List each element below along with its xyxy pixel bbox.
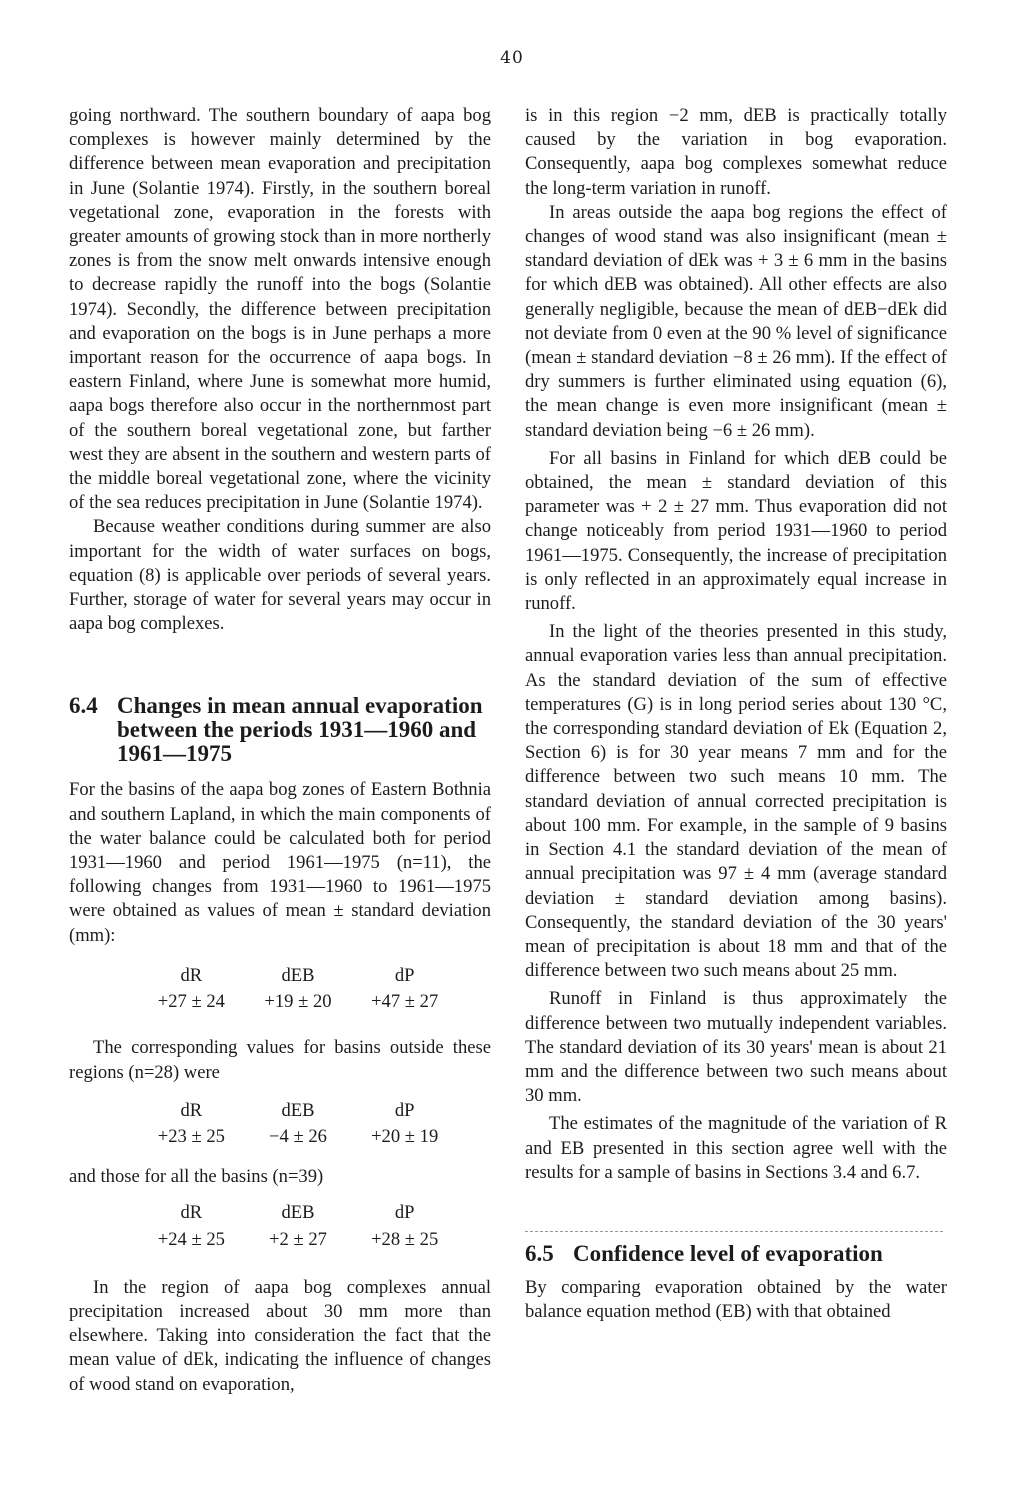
table-value: +19 ± 20 — [264, 991, 332, 1013]
section-6-4-number: 6.4 — [69, 693, 98, 719]
table-value: +28 ± 25 — [371, 1228, 439, 1250]
section-6-5-heading — [525, 1242, 947, 1266]
right-paragraph-5: Runoff in Finland is thus approximately the difference between two mutually independent variables. The standard deviation of its 30 years' mean is about 21 mm and the difference between two such means about 30 mm. — [525, 988, 947, 1107]
section-6-4-title: Changes in mean annual evaporation between the periods 1931—1960 and 1961—1975 — [117, 693, 483, 767]
section-divider — [525, 1231, 943, 1232]
right-paragraph-4: In the light of the theories presented in this study, annual evaporation varies less than annual precipitation. As the standard deviation of the sum of effective temperatures (G) is in long period series about 130 °C, the corresponding standard deviation of Ek (Equation 2, Section 6) is for 30 year means 7 mm and for the difference between two such means 10 mm. The standard deviation of annual corrected precipitation is about 100 mm. For example, in the sample of 9 basins in Section 4.1 the standard deviation of the mean of annual precipitation was 97 ± 4 mm (average standard deviation ± standard deviation among basins). Consequently, the standard deviation of the 30 years' mean of precipitation is about 18 mm and that of the difference between two such means about 25 mm. — [525, 621, 947, 982]
table-header: dR — [180, 1202, 203, 1224]
right-paragraph-2: In areas outside the aapa bog regions the effect of changes of wood stand was also insignificant (mean ± standard deviation of dEk was + 3 ± 6 mm in the basins for which dEB was obtained). All other effects are also generally negligible, because the mean of dEB−dEk did not deviate from 0 even at the 90 % level of significance (mean ± standard deviation −8 ± 26 mm). If the effect of dry summers is further eliminated using equation (6), the mean change is even more insignificant (mean ± standard deviation being −6 ± 26 mm). — [525, 201, 947, 441]
table-value: +2 ± 27 — [269, 1228, 327, 1250]
results-table-aapa — [138, 964, 458, 1014]
table-header: dP — [394, 964, 415, 986]
results-table-outside — [138, 1099, 458, 1149]
weather-paragraph: Because weather conditions during summer are also important for the width of water surfaces on bogs, equation (8) is applicable over periods of several years. Further, storage of water for several years may occur in aapa bog complexes. — [69, 516, 491, 635]
left-column — [69, 104, 491, 1397]
table-value: +23 ± 25 — [157, 1125, 225, 1147]
section-6-5-title: Confidence level of evaporation — [573, 1240, 883, 1266]
section-6-4-paragraph: For the basins of the aapa bog zones of Eastern Bothnia and southern Lapland, in which the main components of the water balance could be calculated both for period 1931—1960 and period 1961—1975 (n=11), the following changes from 1931—1960 to 1961—1975 were obtained as values of mean ± standard deviation (mm): — [69, 779, 491, 946]
right-paragraph-6: The estimates of the magnitude of the variation of R and EB presented in this section agree well with the results for a sample of basins in Sections 3.4 and 6.7. — [525, 1113, 947, 1183]
table-header: dEB — [281, 1099, 315, 1121]
right-paragraph-1: is in this region −2 mm, dEB is practically totally caused by the variation in bog evaporation. Consequently, aapa bog complexes somewhat reduce the long-term variation in runoff. — [525, 105, 947, 199]
right-paragraph-3: For all basins in Finland for which dEB could be obtained, the mean ± standard deviation of this parameter was + 2 ± 27 mm. Thus evaporation did not change noticeably from period 1931—1960 to period 1961—1975. Consequently, the increase of precipitation is only reflected in an approximately equal increase in runoff. — [525, 447, 947, 615]
all-basins-text: and those for all the basins (n=39) — [69, 1166, 324, 1188]
table-header: dR — [180, 1099, 203, 1121]
section-6-5-number: 6.5 — [525, 1240, 554, 1266]
section-6-4-heading — [69, 694, 491, 766]
table-value: +20 ± 19 — [371, 1125, 439, 1147]
table-header: dP — [394, 1202, 415, 1224]
table-value: +47 ± 27 — [371, 991, 439, 1013]
outside-text: The corresponding values for basins outside these regions (n=28) were — [69, 1037, 491, 1083]
table-value: +27 ± 24 — [157, 991, 225, 1013]
section-6-5-paragraph: By comparing evaporation obtained by the water balance equation method (EB) with that obtained — [525, 1276, 947, 1323]
page-number: 40 — [500, 48, 524, 68]
table-header: dEB — [281, 964, 315, 986]
table-header: dR — [180, 964, 203, 986]
results-table-all — [138, 1201, 458, 1251]
closing-paragraph: In the region of aapa bog complexes annual precipitation increased about 30 mm more than elsewhere. Taking into consideration the fact that the mean value of dEk, indicating the influence of changes of wood stand on evaporation, — [69, 1276, 491, 1395]
right-column — [525, 104, 947, 1324]
table-value: +24 ± 25 — [157, 1228, 225, 1250]
intro-paragraph: going northward. The southern boundary of aapa bog complexes is however mainly determined by the difference between mean evaporation and precipitation in June (Solantie 1974). Firstly, in the southern boreal vegetational zone, evaporation in the forests with greater amounts of growing stock than in more northerly zones is from the snow melt onwards intensive enough to decrease rapidly the runoff into the bogs (Solantie 1974). Secondly, the difference between precipitation and evaporation on the bogs is in June perhaps a more important reason for the occurrence of aapa bogs. In eastern Finland, where June is somewhat more humid, aapa bogs therefore also occur in the northernmost part of the southern boreal vegetational zone, but farther west they are absent in the southern and western parts of the middle boreal vegetational zone, where the vicinity of the sea reduces precipitation in June (Solantie 1974). — [69, 105, 491, 514]
table-header: dEB — [281, 1202, 315, 1224]
table-value: −4 ± 26 — [269, 1125, 327, 1147]
table-header: dP — [394, 1099, 415, 1121]
